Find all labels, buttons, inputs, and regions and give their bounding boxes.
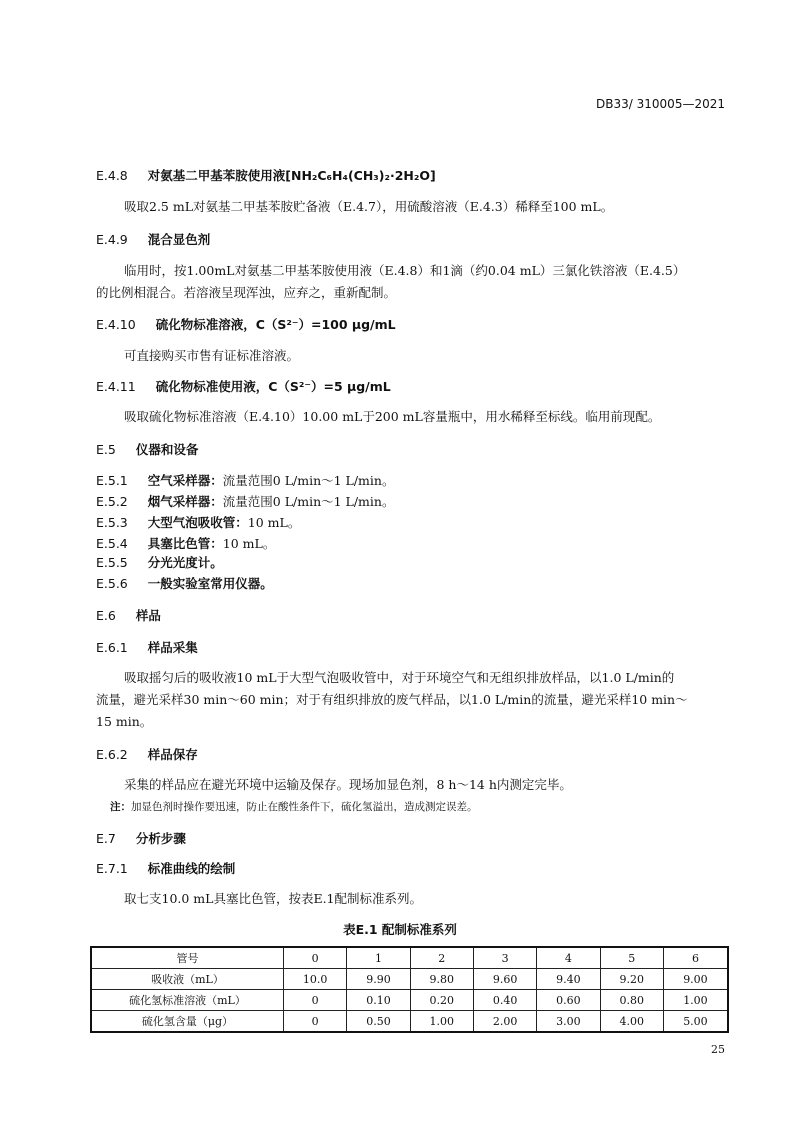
paragraph: 取七支10.0 mL具塞比色管，按表E.1配制标准系列。 xyxy=(124,891,423,906)
table-cell: 2 xyxy=(410,947,473,969)
table-cell: 管号 xyxy=(91,947,284,969)
section-heading-e7 xyxy=(96,829,186,847)
table-cell: 5.00 xyxy=(663,1011,728,1033)
list-item: E.5.4 具塞比色管：10 mL。 xyxy=(96,536,276,551)
section-number: E.5 xyxy=(96,442,116,457)
list-item: E.5.5 分光光度计。 xyxy=(96,555,223,570)
table-cell: 3 xyxy=(473,947,536,969)
section-title: 对氨基二甲基苯胺使用液[NH₂C₆H₄(CH₃)₂·2H₂O] xyxy=(147,168,436,183)
section-title: 样品采集 xyxy=(147,640,198,655)
table-cell: 1 xyxy=(347,947,410,969)
paragraph-line: 的比例相混合。若溶液呈现浑浊，应弃之，重新配制。 xyxy=(96,285,397,300)
section-title: 硫化物标准溶液，C（S²⁻）=100 μg/mL xyxy=(155,317,396,332)
list-item: E.5.6 一般实验室常用仪器。 xyxy=(96,576,273,591)
table-cell: 0.10 xyxy=(347,990,410,1011)
table-cell: 9.90 xyxy=(347,969,410,990)
table-cell: 4.00 xyxy=(600,1011,663,1033)
list-item: E.5.2 烟气采样器：流量范围0 L/min～1 L/min。 xyxy=(96,494,395,509)
table-row xyxy=(91,1011,728,1033)
section-number: E.6.2 xyxy=(96,747,128,762)
note xyxy=(110,799,478,814)
paragraph-line: 流量，避光采样30 min～60 min；对于有组织排放的废气样品，以1.0 L/min的流量，避光采样10 min～ xyxy=(96,692,688,707)
paragraph: 采集的样品应在避光环境中运输及保存。现场加显色剂，8 h～14 h内测定完毕。 xyxy=(124,777,572,792)
document-header: DB33/ 310005—2021 xyxy=(596,97,725,111)
table-cell: 6 xyxy=(663,947,728,969)
table-cell: 硫化氢标准溶液（mL） xyxy=(91,990,284,1011)
table-cell: 9.00 xyxy=(663,969,728,990)
table-cell: 吸收液（mL） xyxy=(91,969,284,990)
section-heading-e48 xyxy=(96,166,436,184)
paragraph-line: 临用时，按1.00mL对氨基二甲基苯胺使用液（E.4.8）和1滴（约0.04 mL）三氯化铁溶液（E.4.5） xyxy=(124,263,686,278)
section-heading-e6 xyxy=(96,606,161,624)
section-title: 分析步骤 xyxy=(135,831,186,846)
section-heading-e62 xyxy=(96,745,198,763)
section-title: 混合显色剂 xyxy=(147,232,211,247)
section-title: 样品保存 xyxy=(147,747,198,762)
standard-series-table xyxy=(90,946,729,1033)
section-number: E.7 xyxy=(96,831,116,846)
page-number: 25 xyxy=(711,1043,725,1056)
table-cell: 0.60 xyxy=(537,990,600,1011)
list-item: E.5.3 大型气泡吸收管：10 mL。 xyxy=(96,515,301,530)
table-cell: 3.00 xyxy=(537,1011,600,1033)
table-row xyxy=(91,947,728,969)
section-heading-e410 xyxy=(96,315,396,333)
section-number: E.6 xyxy=(96,608,116,623)
paragraph: 吸取硫化物标准溶液（E.4.10）10.00 mL于200 mL容量瓶中，用水稀释至标线。临用前现配。 xyxy=(124,409,661,424)
section-title: 标准曲线的绘制 xyxy=(147,861,236,876)
list-item: E.5.1 空气采样器：流量范围0 L/min～1 L/min。 xyxy=(96,473,395,488)
table-cell: 9.80 xyxy=(410,969,473,990)
table-cell: 4 xyxy=(537,947,600,969)
table-caption: 表E.1 配制标准系列 xyxy=(343,922,457,937)
section-number: E.6.1 xyxy=(96,640,128,655)
table-cell: 9.20 xyxy=(600,969,663,990)
table-cell: 0.20 xyxy=(410,990,473,1011)
paragraph-line: 吸取摇匀后的吸收液10 mL于大型气泡吸收管中，对于环境空气和无组织排放样品，以1.0 L/min的 xyxy=(124,670,675,685)
table-cell: 9.40 xyxy=(537,969,600,990)
table-cell: 0.40 xyxy=(473,990,536,1011)
paragraph: 吸取2.5 mL对氨基二甲基苯胺贮备液（E.4.7），用硫酸溶液（E.4.3）稀释至100 mL。 xyxy=(124,199,614,214)
section-heading-e49 xyxy=(96,230,210,248)
section-heading-e71 xyxy=(96,859,235,877)
section-title: 样品 xyxy=(135,608,161,623)
table-cell: 0.80 xyxy=(600,990,663,1011)
table-cell: 0 xyxy=(284,990,347,1011)
table-cell: 1.00 xyxy=(663,990,728,1011)
table-cell: 硫化氢含量（μg） xyxy=(91,1011,284,1033)
paragraph: 可直接购买市售有证标准溶液。 xyxy=(124,348,300,363)
table-cell: 9.60 xyxy=(473,969,536,990)
section-number: E.7.1 xyxy=(96,861,128,876)
note-text: 加显色剂时操作要迅速，防止在酸性条件下，硫化氢溢出，造成测定误差。 xyxy=(131,801,478,813)
table-row xyxy=(91,990,728,1011)
table-cell: 0 xyxy=(284,947,347,969)
section-number: E.4.10 xyxy=(96,317,136,332)
paragraph-line: 15 min。 xyxy=(96,714,153,729)
table-cell: 2.00 xyxy=(473,1011,536,1033)
section-number: E.4.8 xyxy=(96,168,128,183)
section-heading-e61 xyxy=(96,638,198,656)
table-cell: 1.00 xyxy=(410,1011,473,1033)
table-row xyxy=(91,969,728,990)
note-label: 注： xyxy=(110,801,131,813)
section-title: 仪器和设备 xyxy=(135,442,199,457)
table-cell: 0.50 xyxy=(347,1011,410,1033)
section-title: 硫化物标准使用液，C（S²⁻）=5 μg/mL xyxy=(155,379,391,394)
section-heading-e411 xyxy=(96,377,391,395)
table-cell: 10.0 xyxy=(284,969,347,990)
section-number: E.4.11 xyxy=(96,379,136,394)
table-cell: 0 xyxy=(284,1011,347,1033)
section-heading-e5 xyxy=(96,440,198,458)
table-cell: 5 xyxy=(600,947,663,969)
section-number: E.4.9 xyxy=(96,232,128,247)
